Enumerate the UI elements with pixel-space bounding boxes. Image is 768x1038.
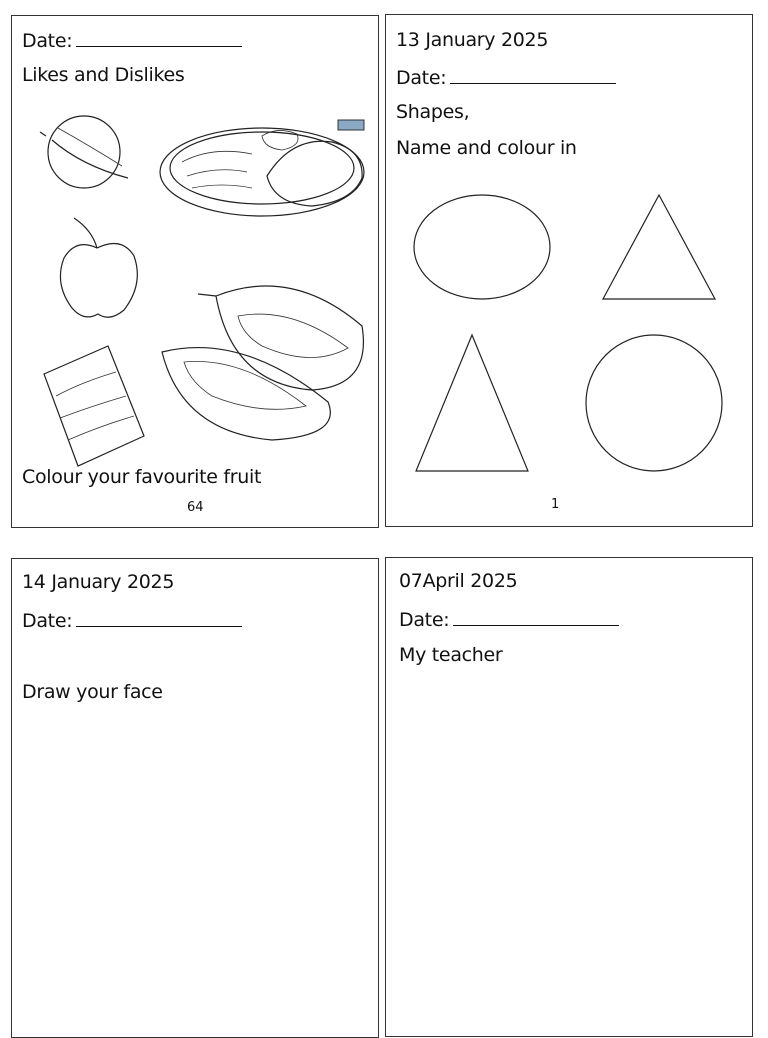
chips-bag-drawing [44,346,144,466]
date-label: Date: [396,67,447,89]
drawing-area[interactable] [22,719,368,1019]
date-line [396,65,616,89]
page-number: 64 [187,500,204,515]
blue-tab-marker [338,120,364,130]
oval-shape[interactable] [414,195,550,299]
date-line [22,608,242,632]
date-line [22,28,242,52]
drawing-area[interactable] [396,682,742,1012]
circle-shape[interactable] [586,335,722,471]
page-title: Likes and Dislikes [22,64,185,86]
worksheet-panel-my-teacher [385,557,753,1037]
melon-drawing [162,286,363,440]
date-blank[interactable] [450,65,616,84]
page-number: 1 [551,497,560,512]
peach-drawing [40,116,128,188]
date-blank[interactable] [453,607,619,626]
fruit-illustrations [12,106,379,466]
triangle-shape[interactable] [603,195,715,299]
date-blank[interactable] [76,608,242,627]
heading-date: 13 January 2025 [396,29,549,51]
shapes-area [386,185,753,485]
topic-title: Shapes, [396,101,470,123]
heading-date: 14 January 2025 [22,571,175,593]
food-plate-drawing [160,128,364,216]
fruit-instruction: Colour your favourite fruit [22,466,262,488]
date-blank[interactable] [76,28,242,47]
date-label: Date: [22,30,73,52]
worksheet-panel-draw-face [11,558,379,1038]
tall-triangle-shape[interactable] [416,335,528,471]
shapes-instruction: Name and colour in [396,137,577,159]
worksheet-panel-shapes [385,14,753,527]
apple-drawing [60,218,137,317]
date-label: Date: [399,609,450,631]
heading-date: 07April 2025 [399,570,518,592]
teacher-instruction: My teacher [399,644,503,666]
worksheet-panel-likes-dislikes [11,15,379,528]
date-line [399,607,619,631]
date-label: Date: [22,610,73,632]
face-instruction: Draw your face [22,681,163,703]
